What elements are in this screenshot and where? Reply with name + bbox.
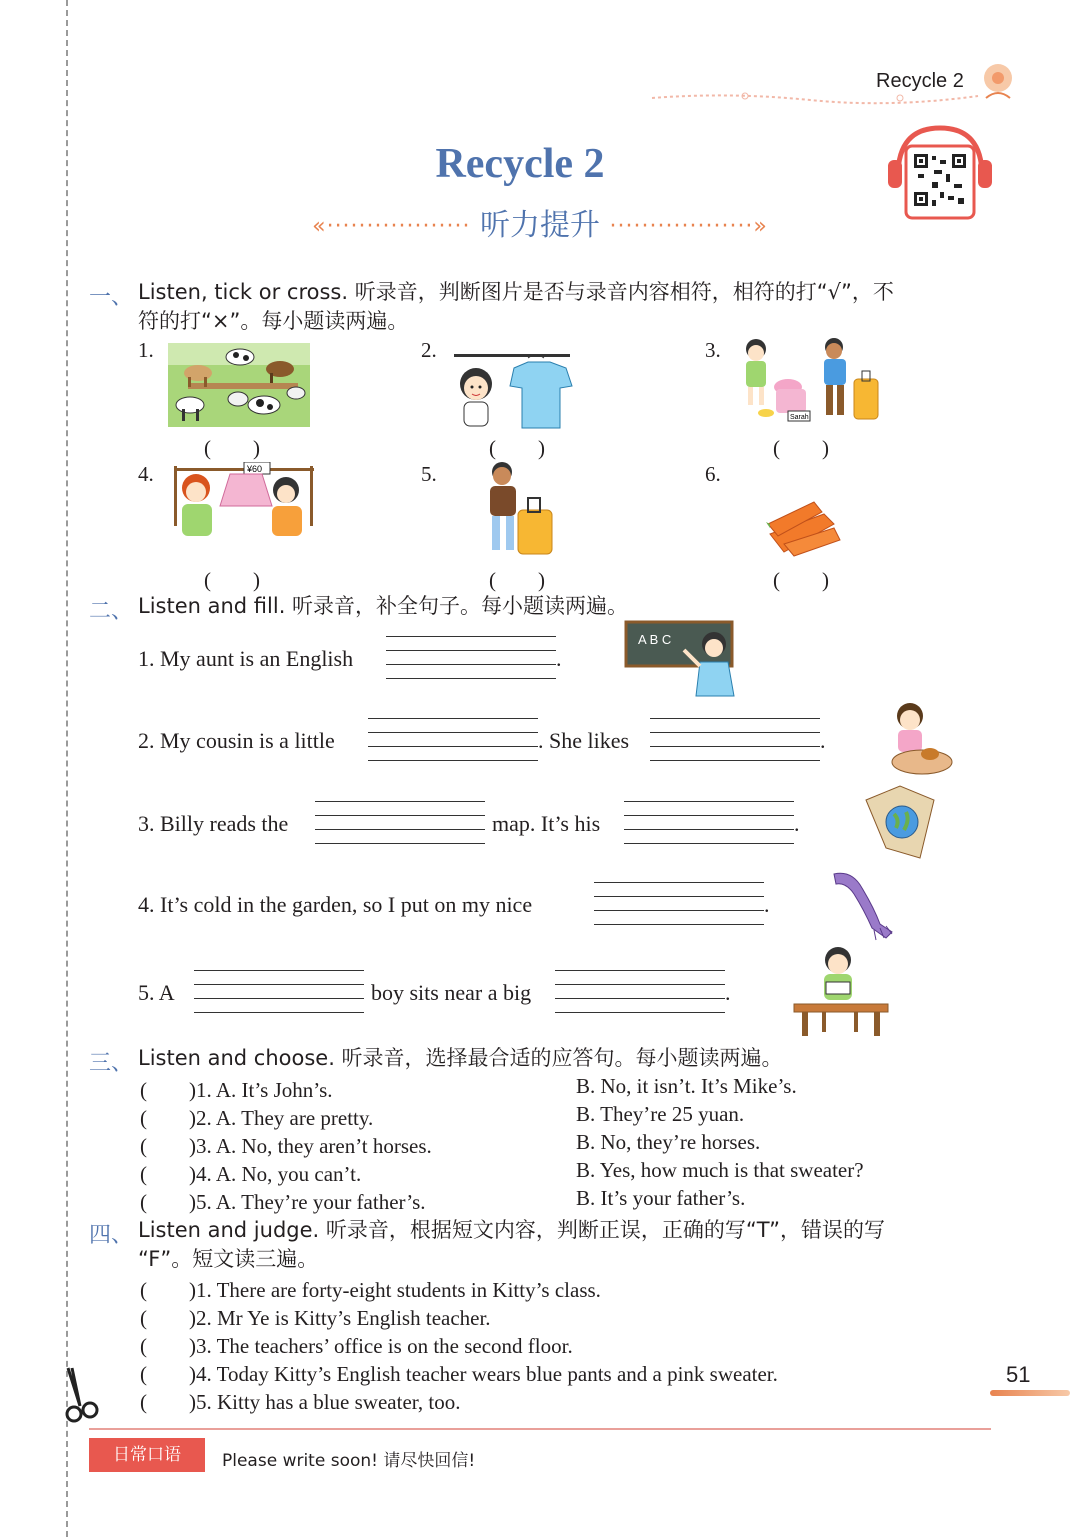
footer-text: Please write soon! 请尽快回信! bbox=[222, 1451, 476, 1471]
page-title: Recycle 2 bbox=[435, 141, 605, 187]
fill-question-5: 5. A bbox=[138, 980, 175, 1005]
flower-decoration-icon bbox=[976, 58, 1020, 108]
fill-question-1: 1. My aunt is an English bbox=[138, 646, 354, 671]
sentence-end: . bbox=[764, 892, 770, 917]
judge-question-3[interactable]: ( )3. The teachers’ office is on the second floor. bbox=[140, 1334, 573, 1358]
section1-number: 一、 bbox=[89, 285, 134, 310]
page-number-bar bbox=[990, 1390, 1070, 1396]
item-number: 2. bbox=[421, 338, 437, 362]
skirt-shop-picture bbox=[170, 462, 322, 540]
choice-option-b-5: B. It’s your father’s. bbox=[576, 1186, 746, 1210]
sentence-end: . bbox=[820, 728, 826, 753]
header-label: Recycle 2 bbox=[876, 70, 964, 92]
subtitle-text: 听力提升 bbox=[480, 208, 600, 243]
farm-animals-picture bbox=[168, 343, 310, 427]
item-number: 6. bbox=[705, 462, 721, 486]
qr-code-headphones-icon[interactable] bbox=[884, 124, 996, 224]
header-decor-line bbox=[650, 88, 980, 108]
girl-eating-hamburger-picture bbox=[886, 700, 956, 780]
choice-option-b-4: B. Yes, how much is that sweater? bbox=[576, 1158, 864, 1182]
answer-line[interactable] bbox=[594, 882, 764, 926]
section1-instruction-line1: Listen, tick or cross. 听录音，判断图片是否与录音内容相符，相符的打“√”，不 bbox=[138, 280, 894, 304]
section3-number: 三、 bbox=[89, 1051, 134, 1076]
choice-question-1[interactable]: ( )1. A. It’s John’s. bbox=[140, 1078, 333, 1102]
answer-paren[interactable]: ( ) bbox=[773, 568, 829, 592]
item-number: 5. bbox=[421, 462, 437, 486]
choice-option-b-1: B. No, it isn’t. It’s Mike’s. bbox=[576, 1074, 797, 1098]
sentence-end: . bbox=[556, 646, 562, 671]
answer-line[interactable] bbox=[368, 718, 538, 762]
judge-question-5[interactable]: ( )5. Kitty has a blue sweater, too. bbox=[140, 1390, 461, 1414]
choice-question-2[interactable]: ( )2. A. They are pretty. bbox=[140, 1106, 374, 1130]
footer-badge: 日常口语 bbox=[89, 1438, 205, 1472]
world-map-picture bbox=[860, 782, 938, 862]
choice-question-4[interactable]: ( )4. A. No, you can’t. bbox=[140, 1162, 362, 1186]
scarf-picture bbox=[828, 866, 902, 942]
choice-question-3[interactable]: ( )3. A. No, they aren’t horses. bbox=[140, 1134, 432, 1158]
luggage-tag: Sarah bbox=[790, 414, 809, 421]
answer-line[interactable] bbox=[624, 801, 794, 845]
answer-paren[interactable]: ( ) bbox=[773, 436, 829, 460]
judge-question-2[interactable]: ( )2. Mr Ye is Kitty’s English teacher. bbox=[140, 1306, 491, 1330]
fill-question-3: 3. Billy reads the bbox=[138, 811, 289, 836]
answer-line[interactable] bbox=[555, 970, 725, 1014]
sentence-end: . bbox=[794, 811, 800, 836]
boy-at-desk-picture bbox=[792, 944, 890, 1038]
right-arrow-decoration-icon: ··················» bbox=[609, 214, 768, 239]
section2-instruction: Listen and fill. 听录音，补全句子。每小题读两遍。 bbox=[138, 594, 629, 618]
price-tag: ¥60 bbox=[247, 464, 263, 474]
fill-question-3-mid: map. It’s his bbox=[492, 811, 601, 836]
fill-question-5-mid: boy sits near a big bbox=[371, 980, 532, 1005]
left-arrow-decoration-icon: «·················· bbox=[312, 214, 471, 239]
girl-tshirt-picture bbox=[452, 350, 574, 430]
answer-paren[interactable]: ( ) bbox=[489, 436, 545, 460]
item-number: 3. bbox=[705, 338, 721, 362]
item-number: 1. bbox=[138, 338, 154, 362]
section1-instruction bbox=[138, 278, 998, 336]
sentence-end: . bbox=[725, 980, 731, 1005]
section1-instruction-line2: 符的打“×”。每小题读两遍。 bbox=[138, 309, 409, 333]
page-subtitle bbox=[260, 200, 820, 244]
boy-suitcase-picture bbox=[480, 460, 558, 558]
answer-paren[interactable]: ( ) bbox=[204, 568, 260, 592]
fill-question-4: 4. It’s cold in the garden, so I put on my nice bbox=[138, 892, 533, 917]
section2-number: 二、 bbox=[89, 599, 134, 624]
section4-instruction bbox=[138, 1216, 998, 1274]
answer-line[interactable] bbox=[315, 801, 485, 845]
choice-option-b-3: B. No, they’re horses. bbox=[576, 1130, 761, 1154]
section4-instruction-line1: Listen and judge. 听录音，根据短文内容，判断正误，正确的写“T”，错误的写 bbox=[138, 1218, 885, 1242]
fill-question-2-mid: . She likes bbox=[538, 728, 630, 753]
fill-question-2: 2. My cousin is a little bbox=[138, 728, 335, 753]
carrots-picture bbox=[764, 494, 844, 560]
answer-paren[interactable]: ( ) bbox=[204, 436, 260, 460]
judge-question-4[interactable]: ( )4. Today Kitty’s English teacher wears blue pants and a pink sweater. bbox=[140, 1362, 778, 1386]
scissors-icon bbox=[58, 1366, 102, 1426]
cut-line bbox=[66, 0, 68, 1537]
answer-line[interactable] bbox=[194, 970, 364, 1014]
teacher-blackboard-picture bbox=[624, 620, 740, 700]
answer-line[interactable] bbox=[650, 718, 820, 762]
item-number: 4. bbox=[138, 462, 154, 486]
section3-instruction: Listen and choose. 听录音，选择最合适的应答句。每小题读两遍。 bbox=[138, 1046, 783, 1070]
answer-line[interactable] bbox=[386, 636, 556, 680]
judge-question-1[interactable]: ( )1. There are forty-eight students in Kitty’s class. bbox=[140, 1278, 601, 1302]
section4-instruction-line2: “F”。短文读三遍。 bbox=[138, 1247, 319, 1271]
section4-number: 四、 bbox=[89, 1223, 134, 1248]
answer-paren[interactable]: ( ) bbox=[489, 568, 545, 592]
footer-divider bbox=[89, 1428, 991, 1430]
page-number: 51 bbox=[1006, 1362, 1031, 1387]
choice-question-5[interactable]: ( )5. A. They’re your father’s. bbox=[140, 1190, 426, 1214]
kids-luggage-picture bbox=[736, 335, 882, 427]
choice-option-b-2: B. They’re 25 yuan. bbox=[576, 1102, 745, 1126]
blackboard-text: A B C bbox=[638, 632, 672, 647]
